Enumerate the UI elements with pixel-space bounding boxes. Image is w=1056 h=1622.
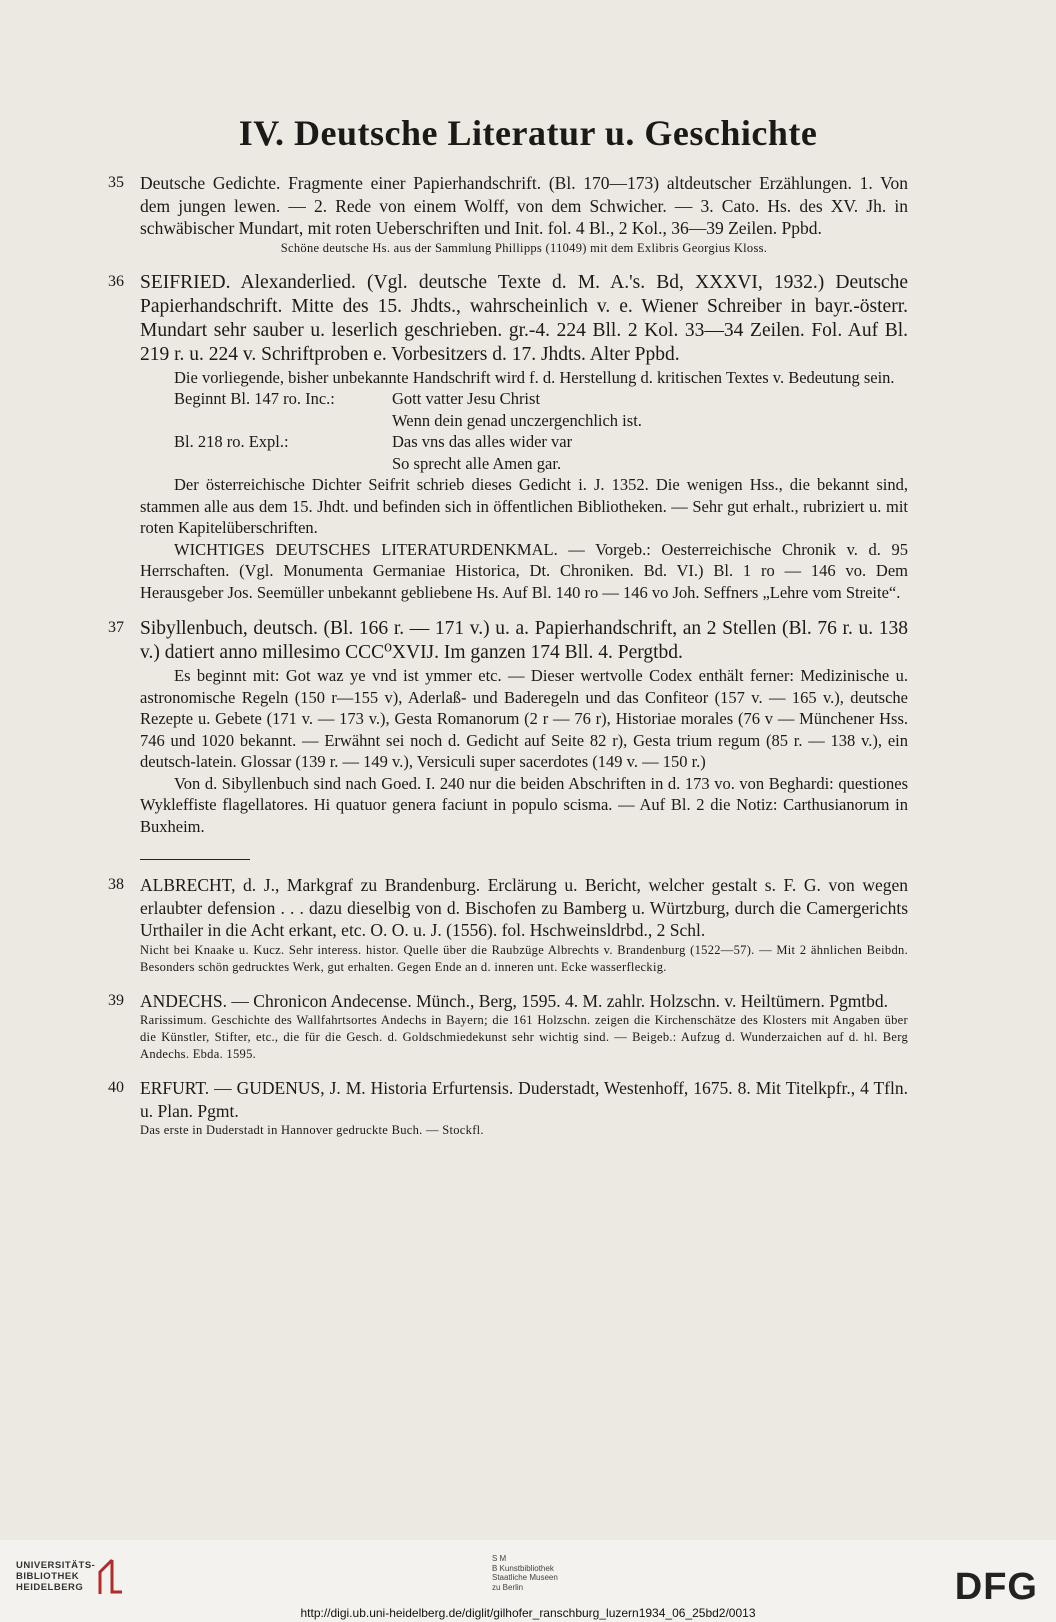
- entry-paragraph: Von d. Sibyllenbuch sind nach Goed. I. 240 nur die beiden Abschriften in d. 173 vo. von Beghardi: questiones Wykleffiste flagellatores. Hi quatuor genera faciunt in populo scisma. — Auf Bl. 2 die Notiz: Carthusianorum in Buxheim.: [140, 773, 908, 836]
- source-url-link[interactable]: http://digi.ub.uni-heidelberg.de/diglit/gilhofer_ranschburg_luzern1934_06_25bd2/0013: [300, 1606, 756, 1620]
- university-line: UNIVERSITÄTS-: [16, 1560, 96, 1571]
- verse-label: [140, 453, 392, 475]
- smb-line: S M: [492, 1554, 507, 1563]
- verse-text: Das vns das alles wider var: [392, 432, 573, 451]
- entry-text: Sibyllenbuch, deutsch. (Bl. 166 r. — 171 v.) u. a. Papierhandschrift, an 2 Stellen (Bl. 76 r. u. 138 v.) datiert anno millesimo CCC⁰XVIJ. Im ganzen 174 Bll. 4. Pergtbd.: [140, 618, 908, 663]
- entry-text: ANDECHS. — Chronicon Andecense. Münch., Berg, 1595. 4. M. zahlr. Holzschn. v. Heiltümern. Pgmtbd.: [140, 990, 889, 1011]
- university-library-wordmark[interactable]: [16, 1560, 95, 1593]
- university-line: HEIDELBERG: [16, 1582, 84, 1593]
- verse-line: [140, 453, 908, 475]
- entry-paragraph: Die vorliegende, bisher unbekannte Handschrift wird f. d. Herstellung d. kritischen Textes v. Bedeutung sein.: [174, 367, 895, 387]
- entry-note: Rarissimum. Geschichte des Wallfahrtsortes Andechs in Bayern; die 161 Holzschn. zeigen die Kirchenschätze des Klosters mit Angaben über die Künstler, Stifter, etc., die für die Gesch. d. Goldschmiedekunst sehr wichtig sind. — Beigeb.: Aufzug d. Wunderzaichen auf d. hl. Berg Andechs. Ebda. 1595.: [140, 1013, 908, 1061]
- entry-note: Nicht bei Knaake u. Kucz. Sehr interess. histor. Quelle über die Raubzüge Albrechts v. Brandenburg (1522—57). — Mit 2 ähnlichen Beibdn. Besonders schön gedrucktes Werk, gut erhalten. Gegen Ende an d. inneren unt. Ecke wasserfleckig.: [140, 942, 908, 974]
- smb-line: zu Berlin: [492, 1582, 524, 1592]
- entry-text: ERFURT. — GUDENUS, J. M. Historia Erfurtensis. Duderstadt, Westenhoff, 1675. 8. Mit Titelkpfr., 4 Tfln. u. Plan. Pgmt.: [140, 1078, 908, 1121]
- page-title: IV. Deutsche Literatur u. Geschichte: [238, 113, 818, 153]
- entry-37: [108, 617, 908, 860]
- entry-paragraph: Es beginnt mit: Got waz ye vnd ist ymmer etc. — Dieser wertvolle Codex enthält ferner: Medizinische u. astronomische Regeln (150 r—155 v), Aderlaß- und Baderegeln und das Confiteor (157 v. — 165 v.), deutsche Rezepte u. Gebete (171 v. — 173 v.), Gesta Romanorum (2 r — 76 r), Historiae morales (76 v — Münchener Hss. 746 und 1020 bekannt. — Erwähnt sei noch d. Gedicht auf Seite 82 r), Gesta trium regum (85 r. — 138 v.), ein deutsch-latein. Glossar (139 r. — 149 v.), Versiculi super sacerdotes (149 v. — 150 r.): [140, 666, 908, 771]
- verse-block: [140, 388, 908, 474]
- entry-note: Das erste in Duderstadt in Hannover gedruckte Buch. — Stockfl.: [140, 1123, 484, 1137]
- verse-line: [140, 388, 908, 410]
- entry-39: [108, 990, 908, 1064]
- verse-text: Wenn dein genad unczergenchlich ist.: [392, 410, 642, 430]
- catalog-content: [108, 172, 908, 1153]
- entry-number: 39: [108, 991, 124, 1009]
- verse-line: [140, 431, 908, 453]
- verse-text: Gott vatter Jesu Christ: [392, 389, 541, 408]
- verse-line: [140, 410, 908, 432]
- entry-40: [108, 1077, 908, 1139]
- entry-text: ALBRECHT, d. J., Markgraf zu Brandenburg. Erclärung u. Bericht, welcher gestalt s. F. G. von wegen erlaubter defension . . . dazu dieselbig von d. Bischofen zu Bamberg u. Würtzburg, durch die Camergerichts Urthailer in die Acht erkant, etc. O. O. u. J. (1556). fol. Hschweinsldrbd., 2 Schl.: [140, 875, 908, 940]
- heidelberg-logo-icon: [92, 1558, 126, 1601]
- dfg-logo: DFG: [954, 1566, 1038, 1608]
- entry-paragraph: Der österreichische Dichter Seifrit schrieb dieses Gedicht i. J. 1352. Die wenigen Hss., die bekannt sind, stammen alle aus dem 15. Jhdt. und befinden sich in öffentlichen Bibliotheken. — Sehr gut erhalt., rubriziert u. mit roten Kapitelüberschriften.: [140, 475, 908, 537]
- entry-text: Deutsche Gedichte. Fragmente einer Papierhandschrift. (Bl. 170—173) altdeutscher Erzählungen. 1. Von dem jungen lewen. — 2. Rede von einem Wolff, von dem Schwicher. — 3. Cato. Hs. des XV. Jh. in schwäbischer Mundart, mit roten Ueberschriften und Init. fol. 4 Bl., 2 Kol., 36—39 Zeilen. Ppbd.: [140, 173, 908, 238]
- entry-number: 40: [108, 1079, 124, 1096]
- verse-label: [140, 410, 392, 432]
- verse-label: Bl. 218 ro. Expl.:: [174, 432, 289, 451]
- entry-text: SEIFRIED. Alexanderlied. (Vgl. deutsche Texte d. M. A.'s. Bd, XXXVI, 1932.) Deutsche Papierhandschrift. Mitte des 15. Jhdts., wahrscheinlich v. e. Wiener Schreiber in bayr.-österr. Mundart sehr sauber u. leserlich geschrieben. gr.-4. 224 Bll. 2 Kol. 33—34 Zeilen. Fol. Auf Bl. 219 r. u. 224 v. Schriftproben e. Vorbesitzers d. 17. Jhdts. Alter Ppbd.: [140, 271, 908, 365]
- smb-line: B Kunstbibliothek: [492, 1563, 554, 1573]
- entry-number: 37: [108, 619, 124, 636]
- entry-35: [108, 172, 908, 257]
- entry-number: 35: [108, 174, 124, 191]
- entry-36: [108, 271, 908, 604]
- verse-label: Beginnt Bl. 147 ro. Inc.:: [174, 389, 335, 408]
- smb-logo: [492, 1554, 558, 1592]
- digitization-footer: [0, 1540, 1056, 1622]
- entry-number: 38: [108, 876, 124, 893]
- university-line: BIBLIOTHEK: [16, 1571, 80, 1582]
- entry-paragraph: WICHTIGES DEUTSCHES LITERATURDENKMAL. — Vorgeb.: Oesterreichische Chronik v. d. 95 Herrschaften. (Vgl. Monumenta Germaniae Historica, Dt. Chroniken. Bd. VI.) Bl. 1 ro — 146 vo. Dem Herausgeber Jos. Seemüller unbekannt gebliebene Hs. Auf Bl. 140 ro — 146 vo Joh. Seffners „Lehre vom Streite“.: [140, 539, 908, 602]
- entry-number: 36: [108, 272, 124, 290]
- smb-line: Staatliche Museen: [492, 1573, 558, 1582]
- section-divider: [140, 859, 250, 860]
- entry-note: Schöne deutsche Hs. aus der Sammlung Phillipps (11049) mit dem Exlibris Georgius Kloss.: [280, 240, 768, 255]
- verse-text: So sprecht alle Amen gar.: [392, 453, 562, 473]
- entry-38: [108, 874, 908, 976]
